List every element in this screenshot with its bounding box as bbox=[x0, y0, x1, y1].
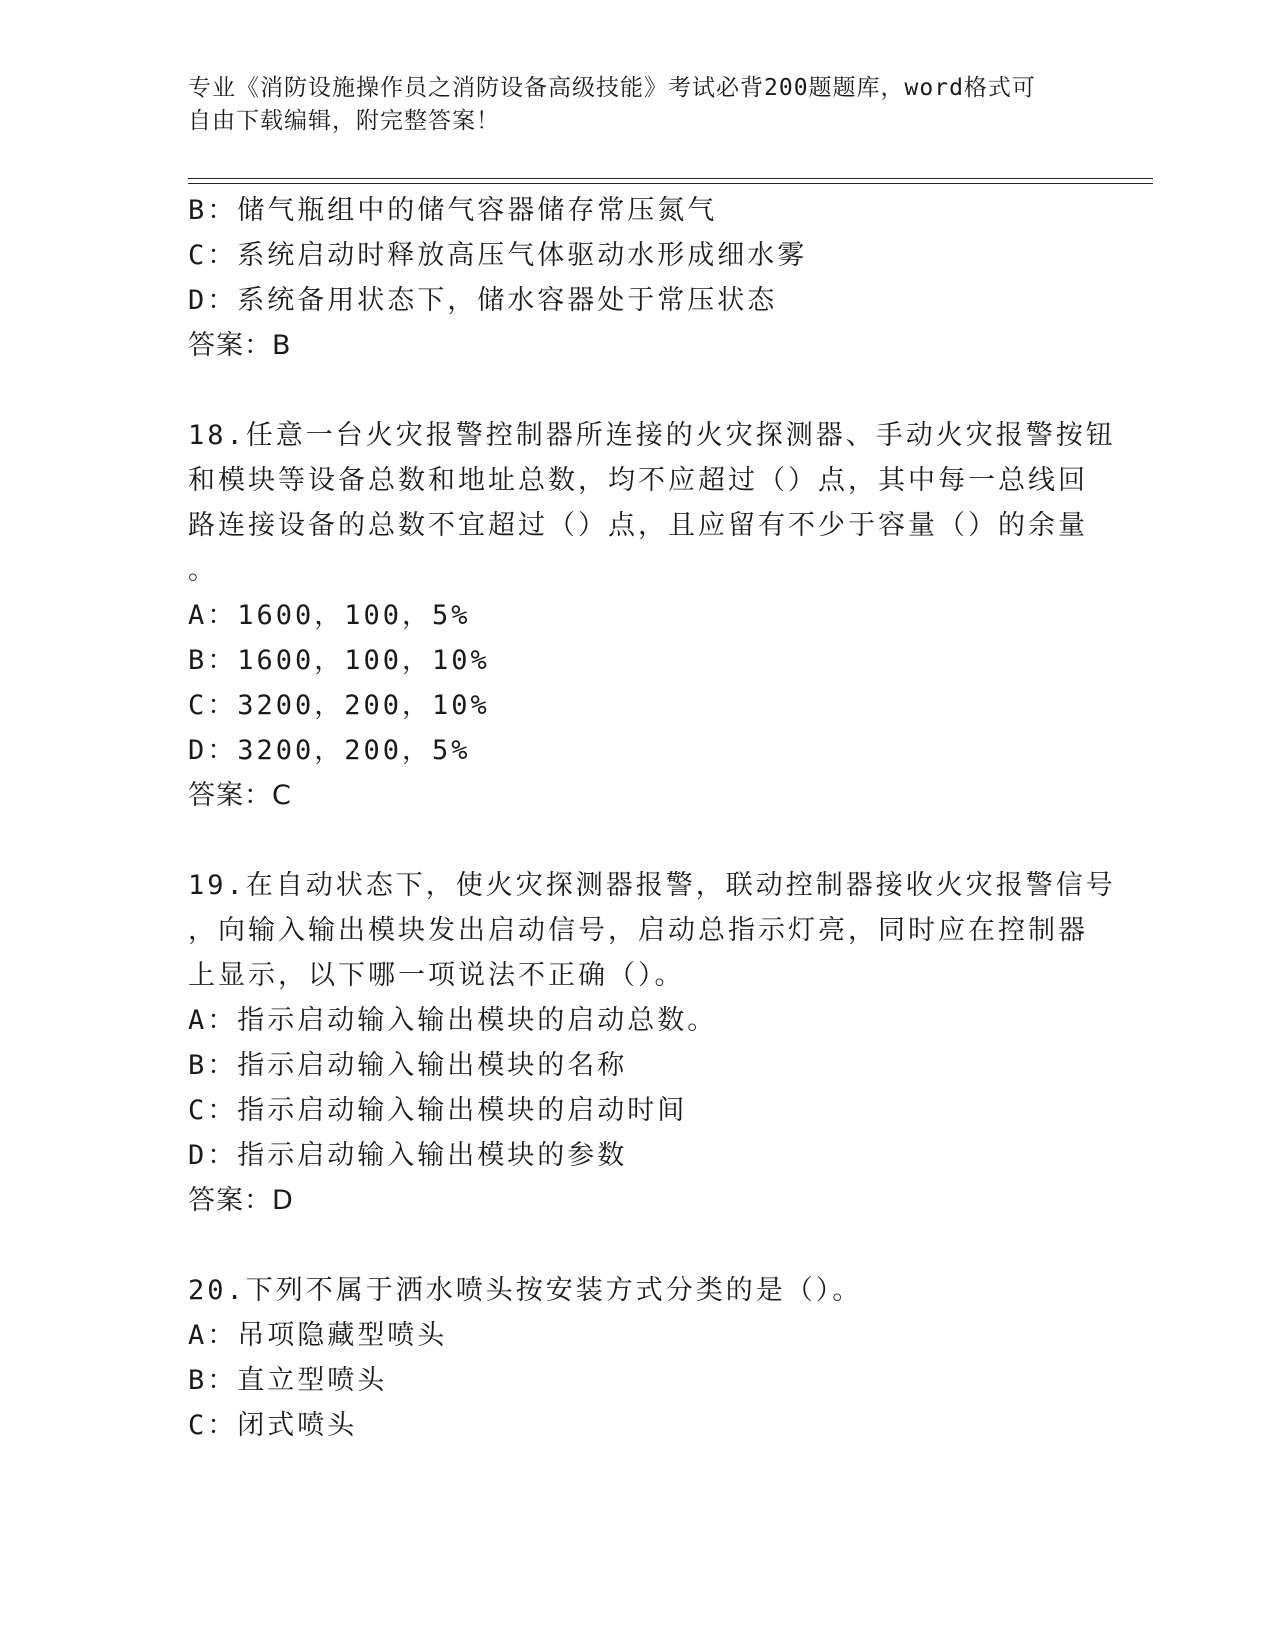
question-spacer bbox=[188, 1223, 1088, 1268]
option-b: B：直立型喷头 bbox=[188, 1365, 388, 1396]
question-stem-line: 上显示，以下哪一项说法不正确（）。 bbox=[188, 960, 685, 991]
option-c: C：系统启动时释放高压气体驱动水形成细水雾 bbox=[188, 240, 808, 271]
option-d: D：指示启动输入输出模块的参数 bbox=[188, 1140, 628, 1171]
option-a: A：1600，100，5% bbox=[188, 600, 471, 631]
option-c: C：指示启动输入输出模块的启动时间 bbox=[188, 1095, 688, 1126]
question-stem-line: 路连接设备的总数不宜超过（）点，且应留有不少于容量（）的余量 bbox=[188, 510, 1088, 541]
question-spacer bbox=[188, 368, 1088, 413]
question-stem-line: 18.任意一台火灾报警控制器所连接的火灾探测器、手动火灾报警按钮 bbox=[188, 420, 1116, 451]
option-c: C：3200，200，10% bbox=[188, 690, 490, 721]
question-list bbox=[188, 188, 1116, 1448]
question-17-continued bbox=[188, 188, 1088, 368]
question-19 bbox=[188, 863, 1116, 1223]
document-header bbox=[188, 72, 1088, 138]
option-d: D：系统备用状态下，储水容器处于常压状态 bbox=[188, 285, 778, 316]
header-line-1: 专业《消防设施操作员之消防设备高级技能》考试必背200题题库，word格式可 bbox=[188, 75, 1036, 101]
question-stem-line: 和模块等设备总数和地址总数，均不应超过（）点，其中每一总线回 bbox=[188, 465, 1088, 496]
question-18 bbox=[188, 413, 1116, 818]
option-c: C：闭式喷头 bbox=[188, 1410, 358, 1441]
question-stem-line: 。 bbox=[188, 555, 218, 586]
option-b: B：1600，100，10% bbox=[188, 645, 490, 676]
header-divider bbox=[188, 178, 1153, 184]
answer-line: 答案：C bbox=[188, 780, 292, 811]
question-stem-line: 19.在自动状态下，使火灾探测器报警，联动控制器接收火灾报警信号 bbox=[188, 870, 1116, 901]
option-a: A：指示启动输入输出模块的启动总数。 bbox=[188, 1005, 718, 1036]
question-spacer bbox=[188, 818, 1088, 863]
answer-line: 答案：B bbox=[188, 330, 292, 361]
question-20 bbox=[188, 1268, 1088, 1448]
answer-line: 答案：D bbox=[188, 1185, 294, 1216]
option-d: D：3200，200，5% bbox=[188, 735, 471, 766]
option-b: B：储气瓶组中的储气容器储存常压氮气 bbox=[188, 195, 718, 226]
option-a: A：吊项隐藏型喷头 bbox=[188, 1320, 448, 1351]
header-line-2: 自由下载编辑，附完整答案！ bbox=[188, 108, 500, 134]
option-b: B：指示启动输入输出模块的名称 bbox=[188, 1050, 628, 1081]
question-stem-line: 20.下列不属于洒水喷头按安装方式分类的是（）。 bbox=[188, 1275, 863, 1306]
question-stem-line: ，向输入输出模块发出启动信号，启动总指示灯亮，同时应在控制器 bbox=[188, 915, 1088, 946]
